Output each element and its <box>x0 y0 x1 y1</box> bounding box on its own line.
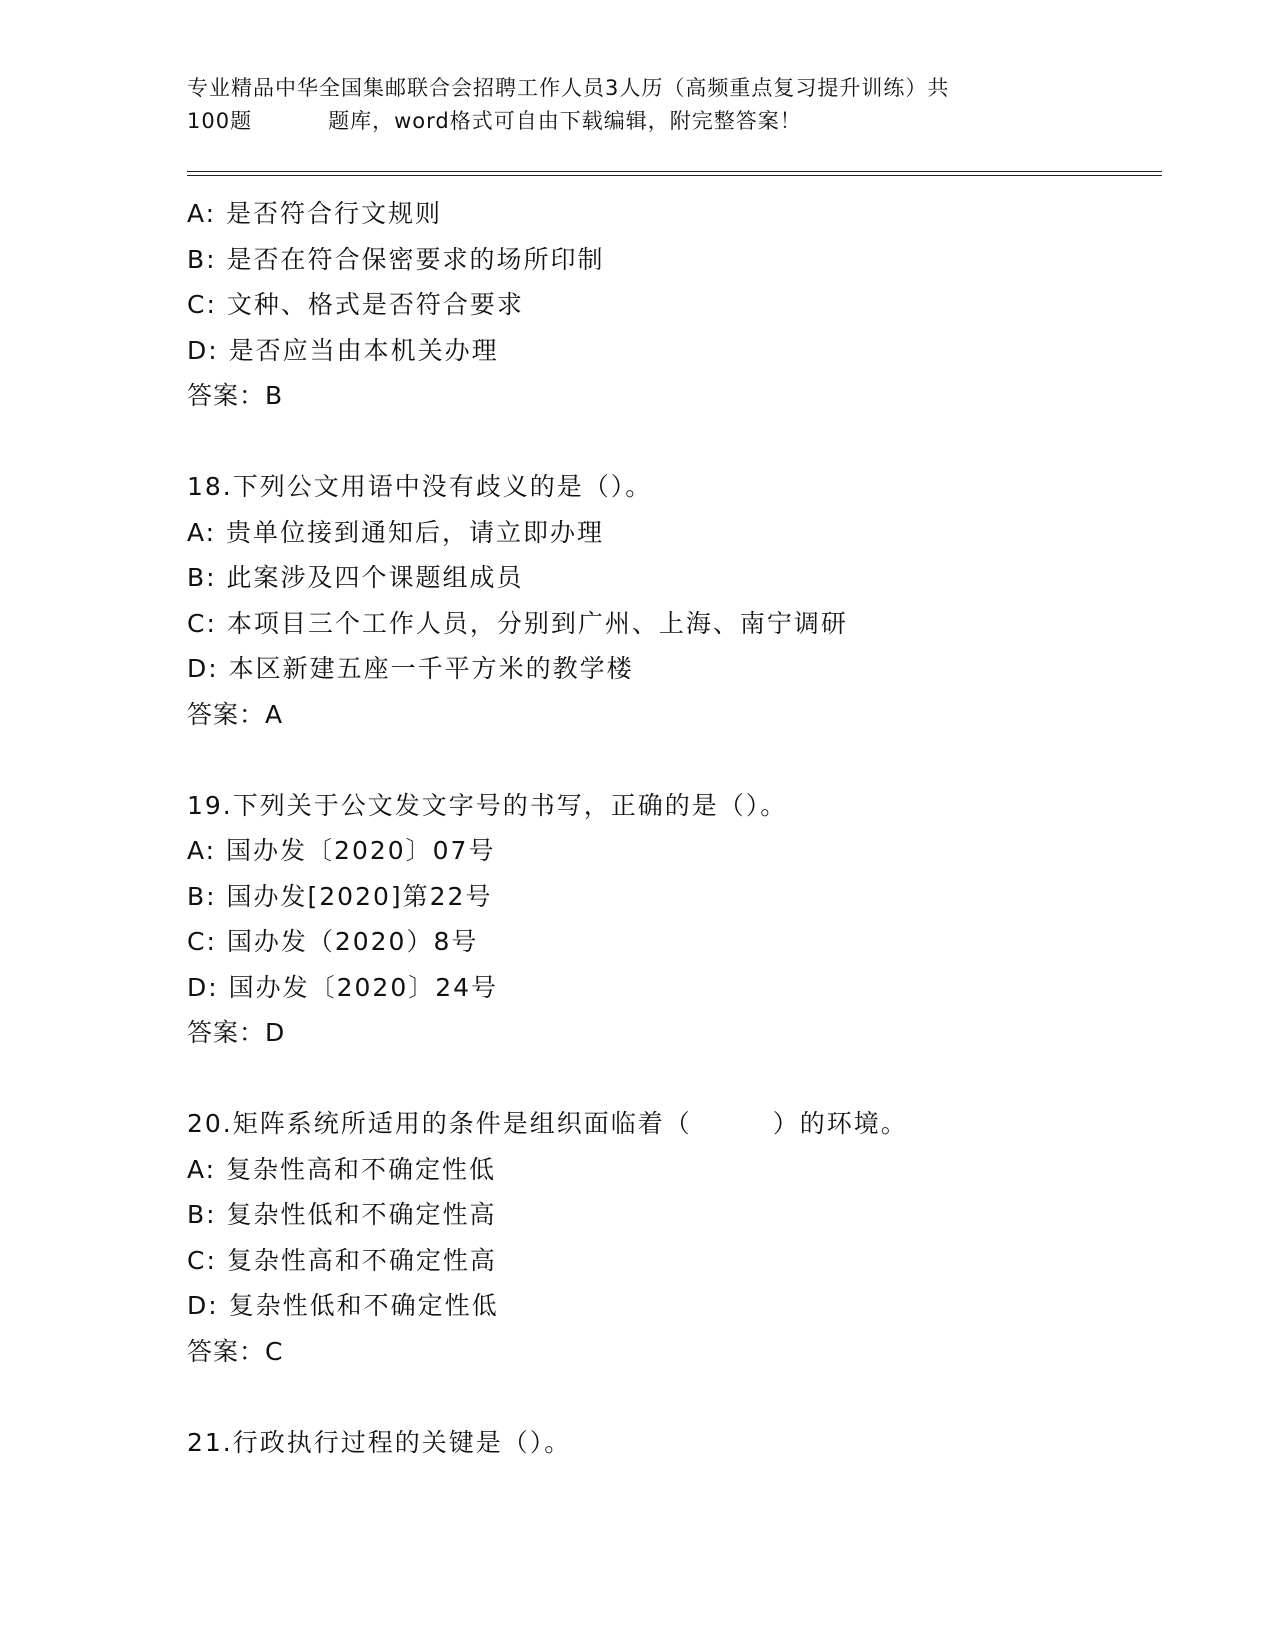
option-b: B: 复杂性低和不确定性高 <box>187 1200 497 1229</box>
question-text: 20.矩阵系统所适用的条件是组织面临着（ ）的环境。 <box>187 1109 908 1138</box>
answer: 答案：B <box>187 381 284 410</box>
header-title-line2 <box>187 105 1067 138</box>
header-subtitle: 题库，word格式可自由下载编辑，附完整答案！ <box>328 109 802 133</box>
answer: 答案：C <box>187 1336 284 1366</box>
answer: 答案：A <box>187 699 284 729</box>
header-divider-top <box>187 171 1162 172</box>
option-c: C: 本项目三个工作人员，分别到广州、上海、南宁调研 <box>187 608 848 638</box>
page-header <box>187 72 1067 138</box>
option-d: D: 是否应当由本机关办理 <box>187 335 499 365</box>
option-a: A: 是否符合行文规则 <box>187 199 443 228</box>
question-18-block <box>187 464 1147 737</box>
option-a: A: 国办发〔2020〕07号 <box>187 836 496 865</box>
option-c: C: 复杂性高和不确定性高 <box>187 1245 497 1275</box>
header-divider-bottom <box>187 175 1162 176</box>
option-b: B: 国办发[2020]第22号 <box>187 881 493 911</box>
header-count: 100题 <box>187 109 253 133</box>
option-d: D: 本区新建五座一千平方米的教学楼 <box>187 654 634 683</box>
question-text: 19.下列关于公文发文字号的书写，正确的是（）。 <box>187 790 788 820</box>
option-b: B: 是否在符合保密要求的场所印制 <box>187 244 605 274</box>
option-a: A: 贵单位接到通知后，请立即办理 <box>187 517 605 547</box>
question-text: 21.行政执行过程的关键是（）。 <box>187 1427 572 1457</box>
header-title-line1: 专业精品中华全国集邮联合会招聘工作人员3人历（高频重点复习提升训练）共 <box>187 76 950 100</box>
question-21-block <box>187 1420 1147 1466</box>
question-17-block <box>187 191 1147 419</box>
option-a: A: 复杂性高和不确定性低 <box>187 1154 497 1184</box>
option-c: C: 国办发（2020）8号 <box>187 927 479 956</box>
question-20-block <box>187 1101 1147 1374</box>
answer: 答案：D <box>187 1018 286 1047</box>
option-c: C: 文种、格式是否符合要求 <box>187 290 524 319</box>
option-d: D: 复杂性低和不确定性低 <box>187 1291 499 1320</box>
question-19-block <box>187 783 1147 1056</box>
question-list <box>187 191 1147 1465</box>
option-b: B: 此案涉及四个课题组成员 <box>187 563 524 592</box>
question-text: 18.下列公文用语中没有歧义的是（）。 <box>187 472 653 501</box>
option-d: D: 国办发〔2020〕24号 <box>187 972 499 1002</box>
